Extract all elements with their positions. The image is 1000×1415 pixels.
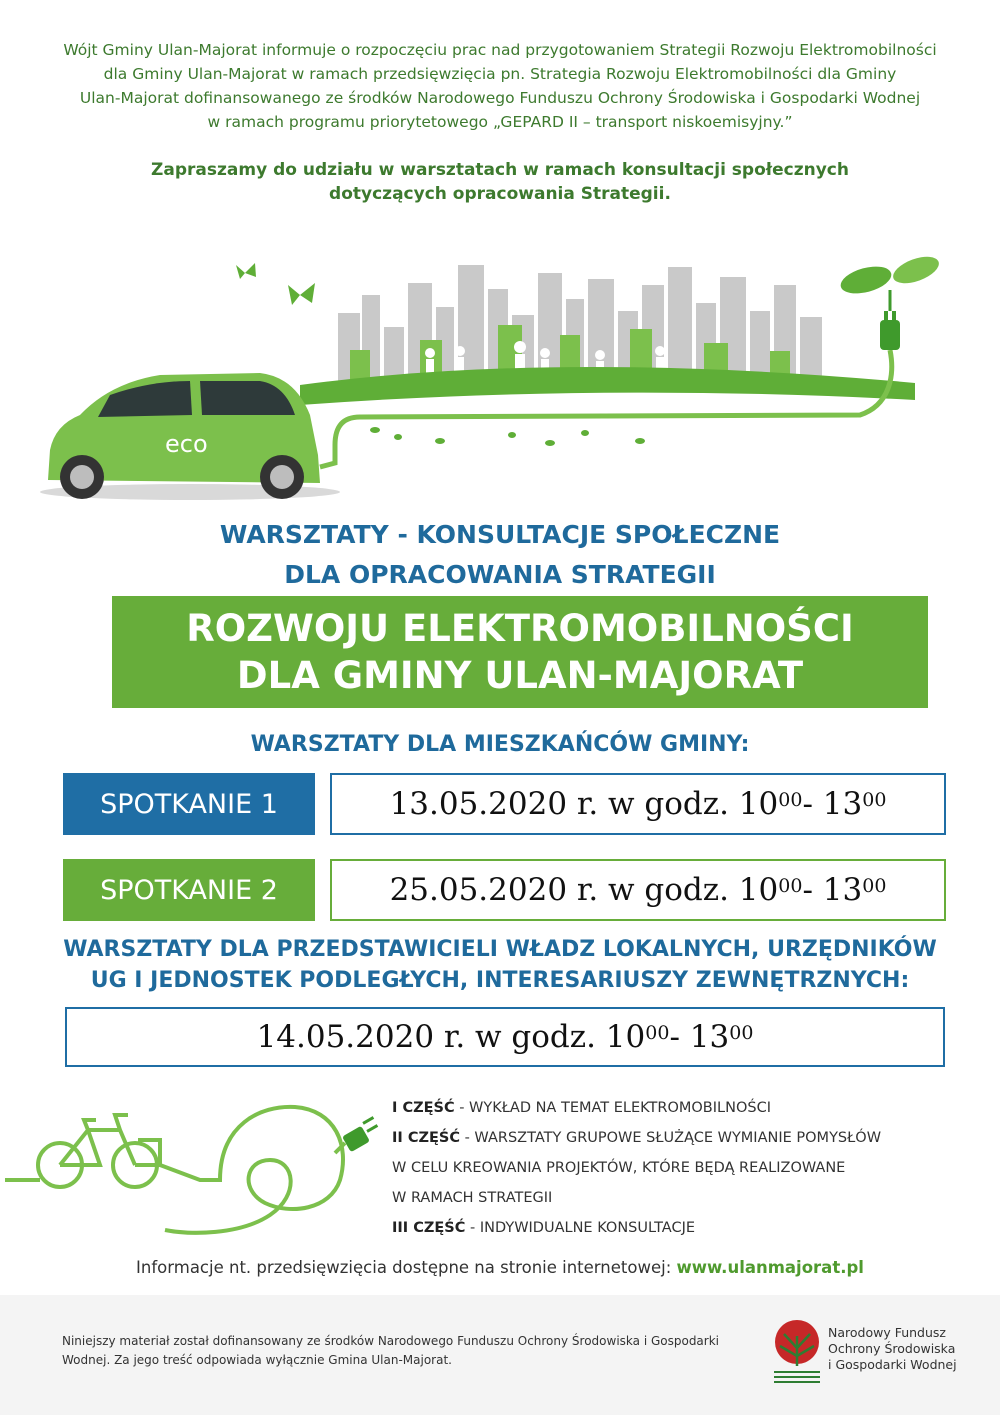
nfosigw-logo-icon [770, 1318, 825, 1383]
logo-line: Ochrony Środowiska [828, 1341, 956, 1356]
car-eco-badge: eco [165, 430, 208, 458]
meeting-1-date [330, 773, 946, 835]
intro-line: w ramach programu priorytetowego „GEPARD II – transport niskoemisyjny.” [207, 113, 793, 131]
bike-cable [5, 1107, 343, 1233]
officials-heading [20, 934, 980, 996]
intro-line: dla Gminy Ulan-Majorat w ramach przedsięwzięcia pn. Strategia Rozwoju Elektromobilności dla Gminy [103, 65, 897, 83]
eco-city-illustration [0, 255, 1000, 510]
funding-note [62, 1332, 762, 1370]
meeting-date-text: 14.05.2020 r. w godz. 10 [256, 1019, 646, 1055]
funding-line: Niniejszy materiał został dofinansowany ze środków Narodowego Funduszu Ochrony Środowiska i Gospodarki [62, 1334, 720, 1348]
meeting-end-minutes: 00 [862, 789, 887, 811]
website-link[interactable]: www.ulanmajorat.pl [676, 1258, 864, 1277]
banner-line: DLA GMINY ULAN-MAJORAT [236, 654, 804, 697]
bicycle-icon [38, 1115, 160, 1187]
butterfly-icons [236, 263, 315, 305]
agenda-item [392, 1093, 952, 1123]
agenda-item [392, 1183, 952, 1213]
intro-line: Wójt Gminy Ulan-Majorat informuje o rozpoczęciu prac nad przygotowaniem Strategii Rozwoju Elektromobilności [63, 41, 937, 59]
officials-heading-line: WARSZTATY DLA PRZEDSTAWICIELI WŁADZ LOKALNYCH, URZĘDNIKÓW [63, 937, 937, 962]
intro-text [30, 38, 970, 134]
website-info [0, 1258, 1000, 1277]
leaf-icons [370, 427, 645, 446]
meeting-end-hour: - 13 [802, 786, 863, 822]
workshops-heading [100, 515, 900, 595]
eco-car [40, 373, 340, 500]
invitation-text [60, 158, 940, 206]
meeting-start-minutes: 00 [778, 789, 803, 811]
meeting-end-minutes: 00 [862, 875, 887, 897]
workshops-heading-line: DLA OPRACOWANIA STRATEGII [284, 560, 716, 589]
meeting-start-minutes: 00 [778, 875, 803, 897]
meeting-2-date [330, 859, 946, 921]
meeting-date-text: 25.05.2020 r. w godz. 10 [389, 872, 779, 908]
nfosigw-logo-text [828, 1325, 993, 1373]
funding-line: Wodnej. Za jego treść odpowiada wyłącznie Gmina Ulan-Majorat. [62, 1353, 452, 1367]
agenda-part-text: - WYKŁAD NA TEMAT ELEKTROMOBILNOŚCI [454, 1100, 771, 1116]
agenda-item [392, 1213, 952, 1243]
logo-line: Narodowy Fundusz [828, 1325, 946, 1340]
website-info-text: Informacje nt. przedsięwzięcia dostępne na stronie internetowej: [136, 1258, 677, 1277]
plug-icon [342, 1116, 378, 1152]
banner-line: ROZWOJU ELEKTROMOBILNOŚCI [186, 607, 854, 650]
agenda-item [392, 1153, 952, 1183]
agenda-item [392, 1123, 952, 1153]
invitation-line: dotyczących opracowania Strategii. [329, 184, 671, 204]
meeting-2-label: SPOTKANIE 2 [63, 859, 315, 921]
agenda-part-label: I CZĘŚĆ [392, 1100, 455, 1116]
meeting-end-hour: - 13 [669, 1019, 730, 1055]
officials-meeting-date [65, 1007, 945, 1067]
invitation-line: Zapraszamy do udziału w warsztatach w ramach konsultacji społecznych [151, 160, 849, 180]
officials-heading-line: UG I JEDNOSTEK PODLEGŁYCH, INTERESARIUSZY ZEWNĘTRZNYCH: [90, 968, 910, 993]
residents-heading: WARSZTATY DLA MIESZKAŃCÓW GMINY: [250, 732, 750, 757]
meeting-1-label: SPOTKANIE 1 [63, 773, 315, 835]
agenda-part-text: - WARSZTATY GRUPOWE SŁUŻĄCE WYMIANIE POMYSŁÓW [459, 1130, 882, 1146]
meeting-end-hour: - 13 [802, 872, 863, 908]
bicycle-plug-illustration [0, 1085, 390, 1250]
meeting-end-minutes: 00 [729, 1022, 754, 1044]
agenda-part-text: - INDYWIDUALNE KONSULTACJE [465, 1220, 696, 1236]
intro-line: Ulan-Majorat dofinansowanego ze środków Narodowego Funduszu Ochrony Środowiska i Gospodarki Wodnej [79, 89, 921, 107]
agenda-part-text: W CELU KREOWANIA PROJEKTÓW, KTÓRE BĘDĄ REALIZOWANE [392, 1160, 846, 1176]
meeting-start-minutes: 00 [645, 1022, 670, 1044]
meeting-date-text: 13.05.2020 r. w godz. 10 [389, 786, 779, 822]
agenda-part-label: III CZĘŚĆ [392, 1220, 466, 1236]
logo-line: i Gospodarki Wodnej [828, 1357, 957, 1372]
agenda-part-label: II CZĘŚĆ [392, 1130, 460, 1146]
workshops-heading-line: WARSZTATY - KONSULTACJE SPOŁECZNE [219, 520, 781, 549]
agenda-list [392, 1093, 952, 1243]
plug-sprout [838, 255, 943, 350]
agenda-part-text: W RAMACH STRATEGII [392, 1190, 553, 1206]
strategy-banner [112, 596, 928, 708]
